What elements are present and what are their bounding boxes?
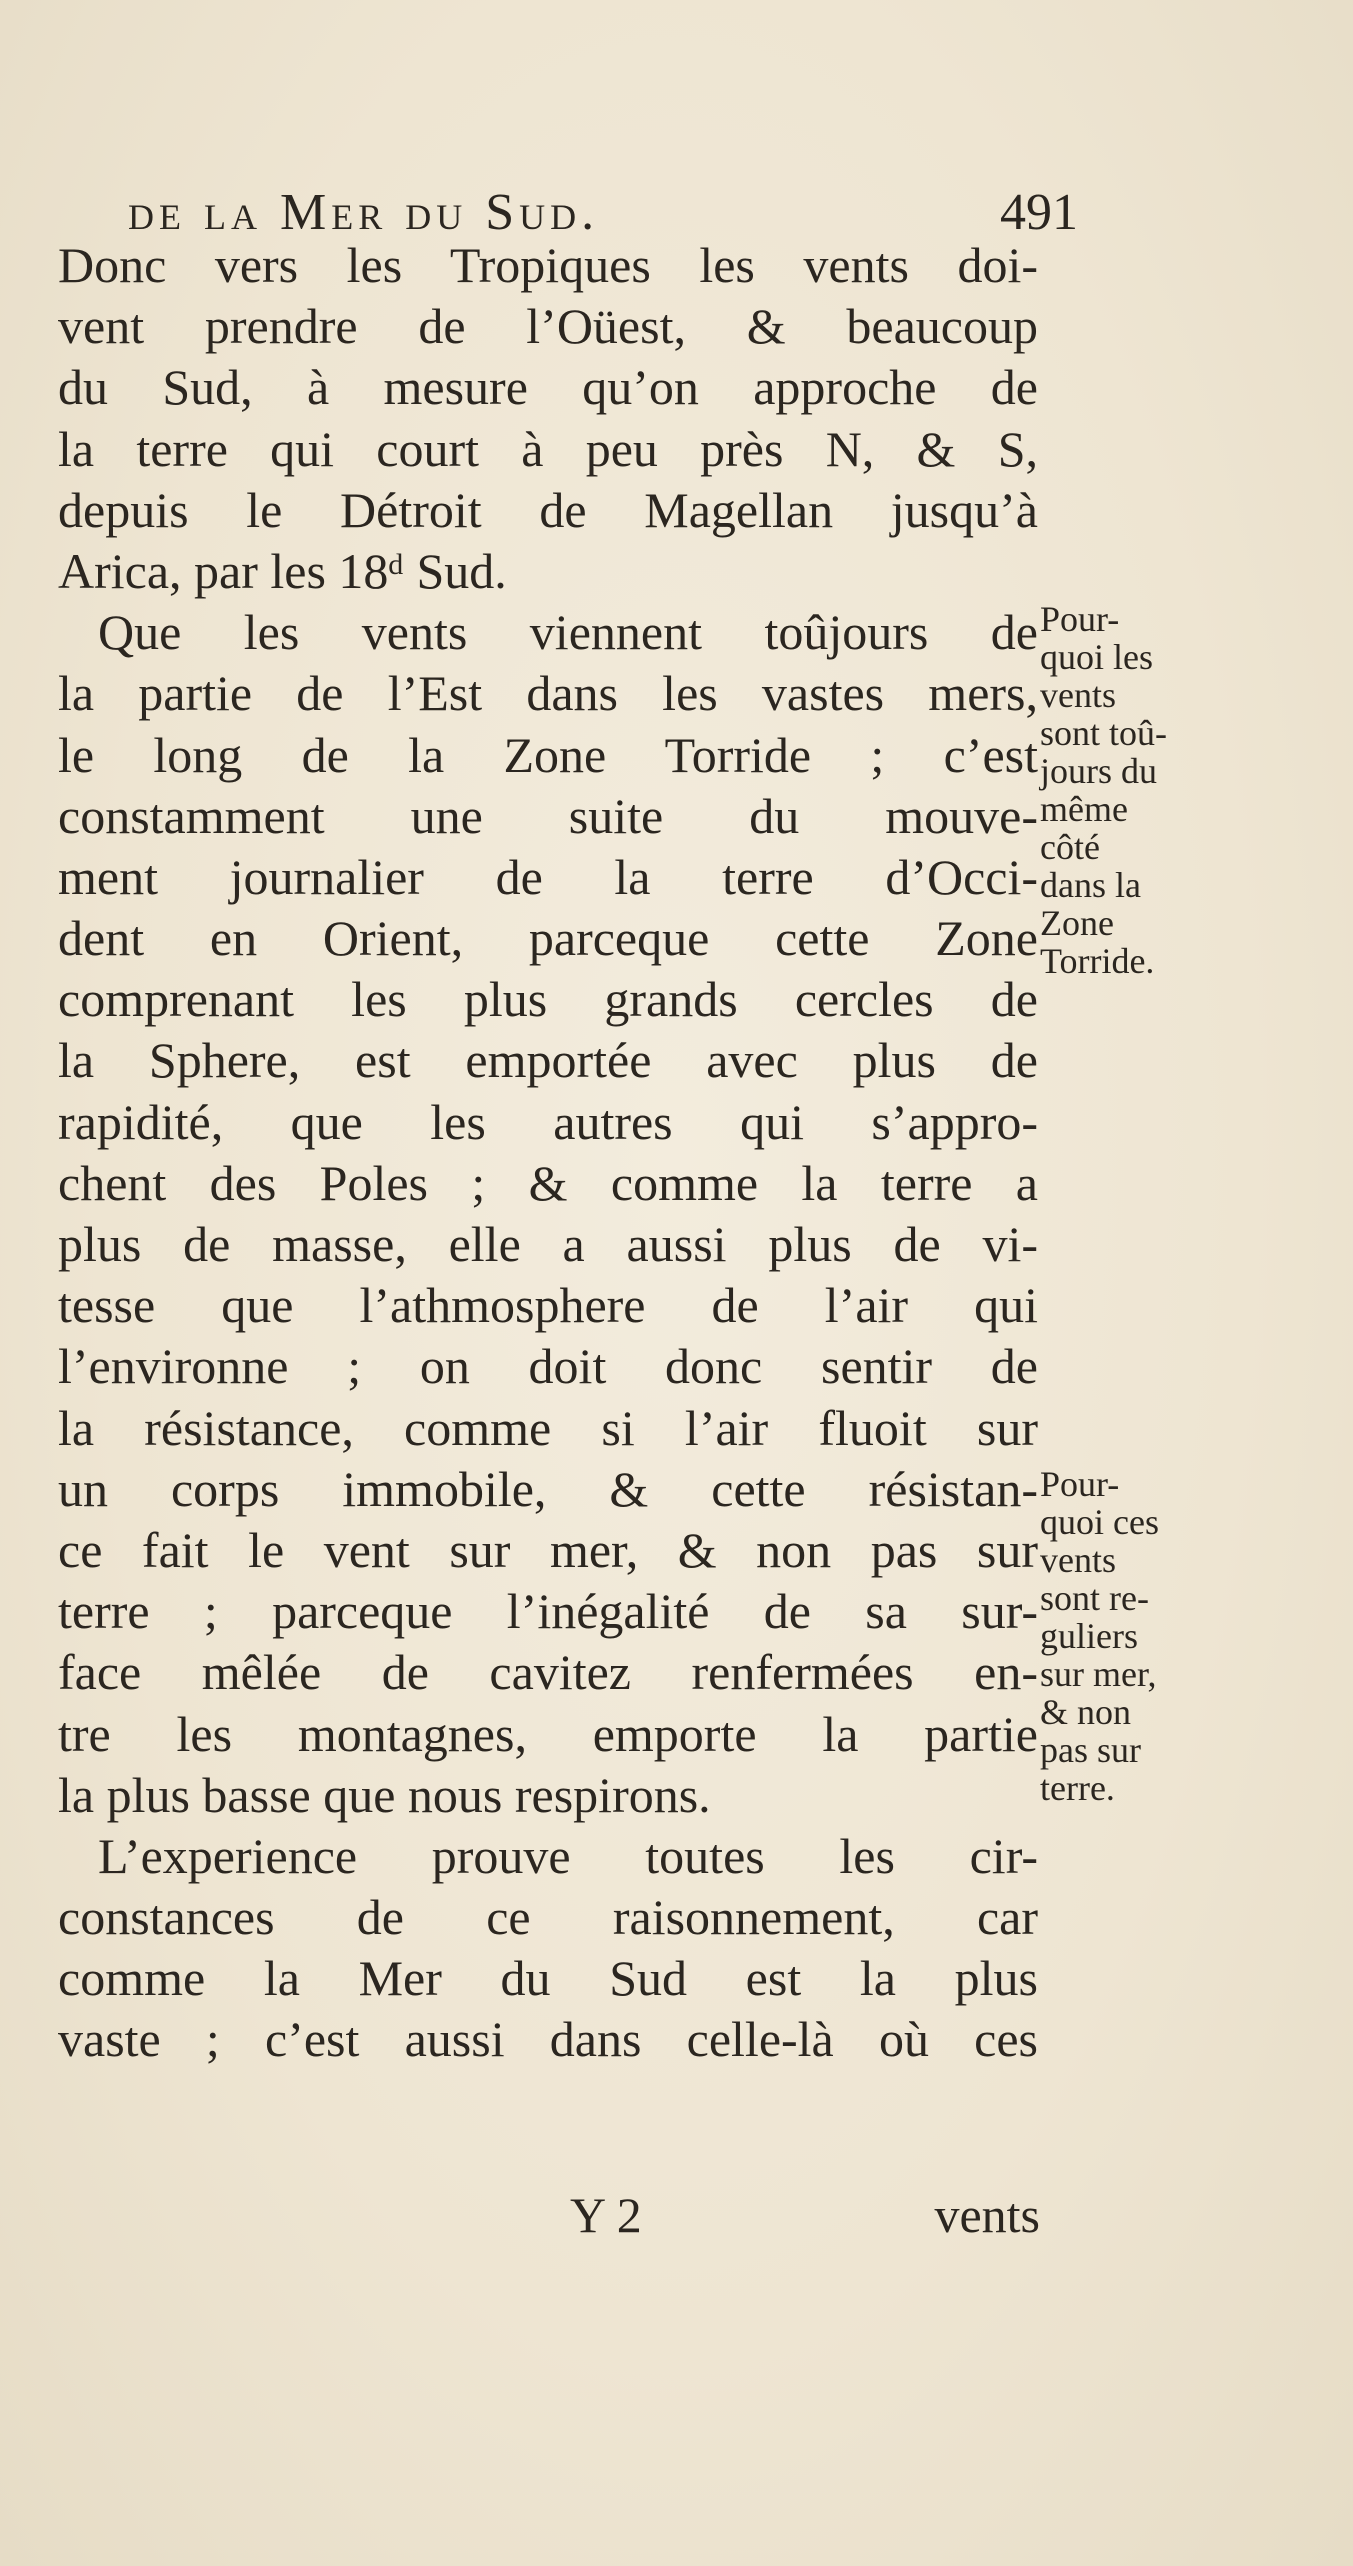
text-line: constamment une suite du mouve- bbox=[58, 787, 1038, 844]
text-line: depuis le Détroit de Magellan jusqu’à bbox=[58, 481, 1038, 538]
text-line: ce fait le vent sur mer, & non pas sur bbox=[58, 1521, 1038, 1578]
margin-note-line: dans la bbox=[1040, 865, 1141, 905]
margin-note-2 bbox=[1040, 1465, 1250, 1807]
margin-note-line: quoi ces bbox=[1040, 1502, 1159, 1542]
text-line: comprenant les plus grands cercles de bbox=[58, 971, 1038, 1028]
text-line: dent en Orient, parceque cette Zone bbox=[58, 910, 1038, 967]
text-line: du Sud, à mesure qu’on approche de bbox=[58, 359, 1038, 416]
text-line: Que les vents viennent toûjours de bbox=[98, 604, 1038, 661]
signature-mark: Y 2 bbox=[570, 2187, 642, 2243]
margin-note-line: même bbox=[1040, 789, 1128, 829]
body-text bbox=[58, 235, 1038, 2071]
margin-note-line: Zone bbox=[1040, 903, 1114, 943]
margin-note-line: Pour- bbox=[1040, 1464, 1120, 1504]
margin-note-line: Pour- bbox=[1040, 599, 1120, 639]
margin-note-line: sont toû- bbox=[1040, 713, 1168, 753]
text-line: la résistance, comme si l’air fluoit sur bbox=[58, 1399, 1038, 1456]
text-line: un corps immobile, & cette résistan- bbox=[58, 1460, 1038, 1517]
text-line: le long de la Zone Torride ; c’est bbox=[58, 726, 1038, 783]
page-number: 491 bbox=[1000, 184, 1078, 241]
text-line: la terre qui court à peu près N, & S, bbox=[58, 420, 1038, 477]
margin-note-line: sur mer, bbox=[1040, 1654, 1157, 1694]
page-footer bbox=[570, 2185, 1040, 2245]
text-line: tre les montagnes, emporte la partie bbox=[58, 1705, 1038, 1762]
catchword: vents bbox=[934, 2187, 1040, 2243]
text-line: Arica, par les 18ᵈ Sud. bbox=[58, 542, 507, 599]
text-line: la plus basse que nous respirons. bbox=[58, 1766, 711, 1823]
margin-note-line: terre. bbox=[1040, 1768, 1115, 1808]
margin-note-line: sont re- bbox=[1040, 1578, 1149, 1618]
margin-note-line: Torride. bbox=[1040, 941, 1155, 981]
margin-note-line: vents bbox=[1040, 1540, 1116, 1580]
text-line: rapidité, que les autres qui s’appro- bbox=[58, 1093, 1038, 1150]
text-line: vent prendre de l’Oüest, & beaucoup bbox=[58, 298, 1038, 355]
margin-note-line: vents bbox=[1040, 675, 1116, 715]
text-line: constances de ce raisonnement, car bbox=[58, 1889, 1038, 1946]
text-line: plus de masse, elle a aussi plus de vi- bbox=[58, 1216, 1038, 1272]
text-line: Donc vers les Tropiques les vents doi- bbox=[58, 237, 1038, 293]
text-line: la Sphere, est emportée avec plus de bbox=[58, 1032, 1038, 1089]
text-line: face mêlée de cavitez renfermées en- bbox=[58, 1644, 1038, 1701]
text-line: tesse que l’athmosphere de l’air qui bbox=[58, 1277, 1038, 1334]
text-line: l’environne ; on doit donc sentir de bbox=[58, 1338, 1038, 1395]
margin-note-line: & non bbox=[1040, 1692, 1132, 1732]
text-line: L’experience prouve toutes les cir- bbox=[98, 1827, 1038, 1884]
text-line: terre ; parceque l’inégalité de sa sur- bbox=[58, 1583, 1038, 1640]
margin-note-line: pas sur bbox=[1040, 1730, 1141, 1770]
margin-note-1 bbox=[1040, 600, 1250, 980]
margin-note-line: guliers bbox=[1040, 1616, 1138, 1656]
margin-note-line: quoi les bbox=[1040, 637, 1153, 677]
text-line: la partie de l’Est dans les vastes mers, bbox=[58, 665, 1038, 722]
margin-note-line: jours du bbox=[1040, 751, 1157, 791]
running-title: de la Mer du Sud. bbox=[128, 184, 600, 241]
margin-note-line: côté bbox=[1040, 827, 1100, 867]
text-line: chent des Poles ; & comme la terre a bbox=[58, 1154, 1038, 1211]
text-line: comme la Mer du Sud est la plus bbox=[58, 1950, 1038, 2007]
text-line: ment journalier de la terre d’Occi- bbox=[58, 848, 1038, 905]
text-line: vaste ; c’est aussi dans celle-là où ces bbox=[58, 2011, 1038, 2068]
